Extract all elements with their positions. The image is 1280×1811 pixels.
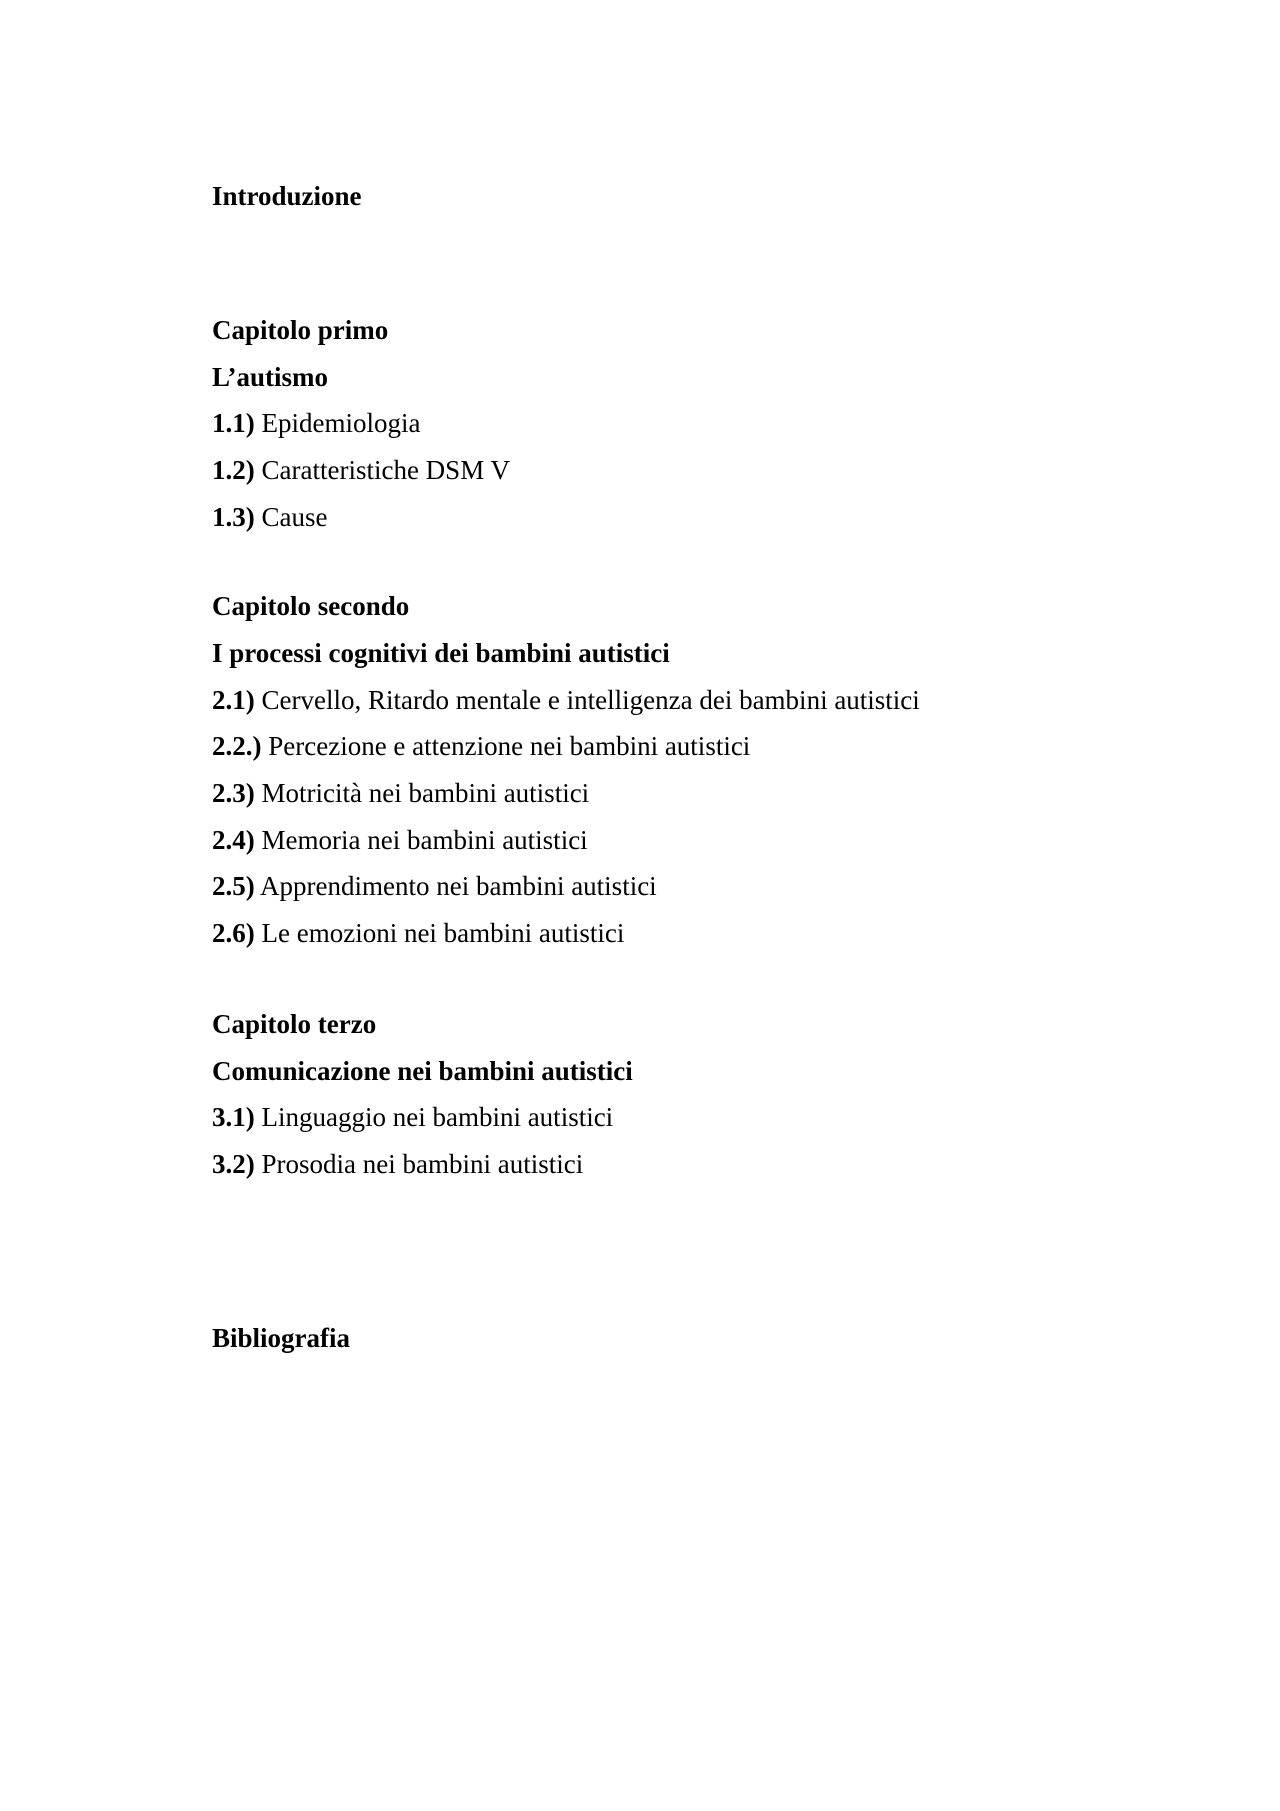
toc-entry-text: Le emozioni nei bambini autistici [254,918,625,948]
toc-entry-text: Epidemiologia [254,408,421,438]
toc-introduzione: Introduzione [212,181,362,211]
toc-entry-text: Percezione e attenzione nei bambini autistici [261,731,751,761]
toc-entry-text: Caratteristiche DSM V [254,455,510,485]
chapter3-label: Capitolo terzo [212,1009,377,1039]
toc-entry [212,1101,613,1133]
toc-entry-text: Cause [254,502,328,532]
toc-entry-number: 3.2) [212,1149,255,1179]
toc-entry [212,454,510,486]
chapter1-title: L’autismo [212,362,329,392]
toc-entry [212,1148,583,1180]
toc-entry [212,730,750,762]
toc-entry-text: Motricità nei bambini autistici [254,778,590,808]
toc-entry-number: 2.4) [212,825,255,855]
chapter2-label: Capitolo secondo [212,591,410,621]
chapter2-title: I processi cognitivi dei bambini autistici [212,638,670,668]
toc-entry-number: 2.6) [212,918,255,948]
toc-entry-number: 1.1) [212,408,255,438]
toc-entry-text: Prosodia nei bambini autistici [254,1149,584,1179]
toc-entry-number: 2.3) [212,778,255,808]
toc-bibliografia: Bibliografia [212,1323,351,1353]
chapter1-label: Capitolo primo [212,315,389,345]
toc-entry-text: Linguaggio nei bambini autistici [254,1102,614,1132]
toc-entry-text: Cervello, Ritardo mentale e intelligenza dei bambini autistici [254,685,920,715]
toc-entry [212,684,920,716]
toc-entry [212,824,588,856]
toc-entry-text: Apprendimento nei bambini autistici [254,871,657,901]
toc-entry [212,917,624,949]
toc-entry-text: Memoria nei bambini autistici [254,825,588,855]
toc-entry-number: 2.5) [212,871,255,901]
toc-entry [212,870,657,902]
toc-entry [212,407,420,439]
toc-entry-number: 1.3) [212,502,255,532]
toc-entry-number: 2.1) [212,685,255,715]
toc-entry-number: 3.1) [212,1102,255,1132]
toc-entry-number: 1.2) [212,455,255,485]
toc-entry-number: 2.2.) [212,731,262,761]
toc-entry [212,777,589,809]
chapter3-title: Comunicazione nei bambini autistici [212,1056,633,1086]
toc-entry [212,501,327,533]
